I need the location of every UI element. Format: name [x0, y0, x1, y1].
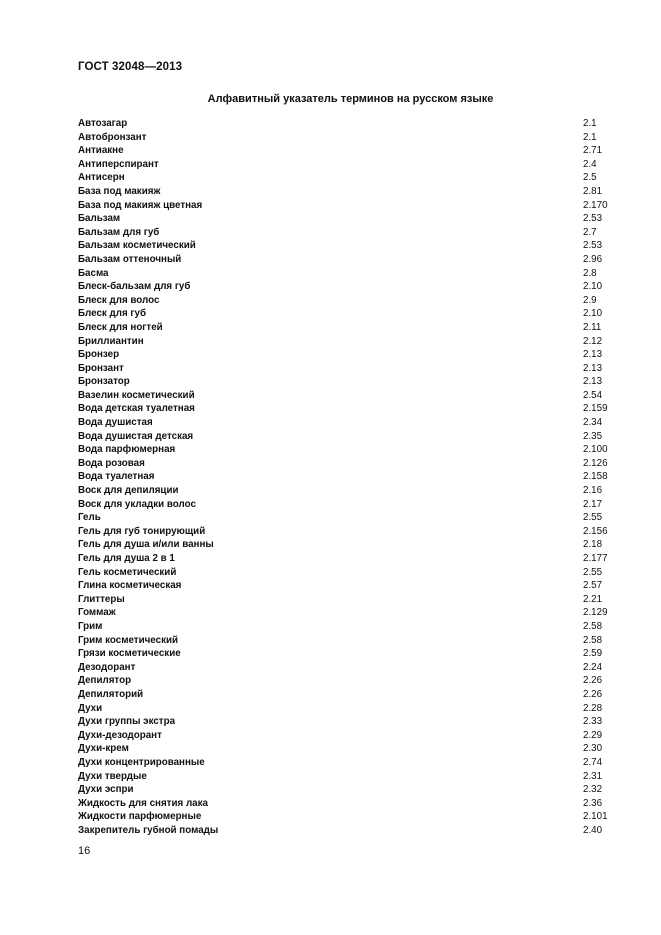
index-ref: 2.55 — [583, 512, 603, 524]
index-entry — [78, 375, 613, 389]
index-ref: 2.10 — [583, 308, 603, 320]
index-entry — [78, 756, 613, 770]
index-entry — [78, 634, 613, 648]
index-term: Бронзер — [78, 349, 120, 361]
index-term: Бронзатор — [78, 376, 130, 388]
index-term: Жидкости парфюмерные — [78, 811, 202, 823]
index-entry — [78, 729, 613, 743]
index-entry — [78, 443, 613, 457]
index-ref: 2.31 — [583, 770, 603, 782]
page-number: 16 — [78, 845, 91, 857]
index-entry — [78, 797, 613, 811]
index-entry — [78, 212, 613, 226]
index-entry — [78, 144, 613, 158]
index-term: База под макияж — [78, 185, 161, 197]
index-term: Бронзант — [78, 362, 124, 374]
index-ref: 2.129 — [583, 607, 608, 619]
index-entry — [78, 267, 613, 281]
index-entry — [78, 810, 613, 824]
index-entry — [78, 362, 613, 376]
index-ref: 2.53 — [583, 213, 603, 225]
index-entry — [78, 579, 613, 593]
index-ref: 2.4 — [583, 158, 597, 170]
index-term: Гель косметический — [78, 566, 177, 578]
index-entry — [78, 742, 613, 756]
index-ref: 2.55 — [583, 566, 603, 578]
index-entry — [78, 416, 613, 430]
index-term: Басма — [78, 267, 109, 279]
index-ref: 2.13 — [583, 349, 603, 361]
index-ref: 2.59 — [583, 648, 603, 660]
index-ref: 2.96 — [583, 253, 603, 265]
index-term: Гель — [78, 512, 101, 524]
index-term: Блеск-бальзам для губ — [78, 281, 191, 293]
index-term: Гель для душа 2 в 1 — [78, 553, 175, 564]
index-ref: 2.74 — [583, 756, 603, 768]
index-ref: 2.100 — [583, 444, 608, 456]
index-ref: 2.16 — [583, 485, 603, 497]
index-ref: 2.35 — [583, 430, 603, 442]
index-entry — [78, 226, 613, 240]
index-entry — [78, 525, 613, 539]
index-ref: 2.30 — [583, 743, 603, 755]
index-entry — [78, 620, 613, 634]
index-entry — [78, 538, 613, 552]
index-entry — [78, 185, 613, 199]
index-ref: 2.17 — [583, 498, 603, 510]
index-ref: 2.26 — [583, 688, 603, 700]
index-entry — [78, 566, 613, 580]
index-entry — [78, 280, 613, 294]
index-ref: 2.54 — [583, 389, 603, 401]
index-entry — [78, 239, 613, 253]
index-ref: 2.71 — [583, 145, 603, 157]
index-term: Грим косметический — [78, 634, 179, 646]
document-code: ГОСТ 32048—2013 — [78, 61, 183, 73]
index-entry — [78, 335, 613, 349]
index-term: Глина косметическая — [78, 580, 182, 592]
index-ref: 2.13 — [583, 362, 603, 374]
index-term: Вазелин косметический — [78, 389, 195, 401]
index-entry — [78, 131, 613, 145]
index-ref: 2.9 — [583, 294, 597, 306]
index-ref: 2.24 — [583, 661, 603, 673]
index-term: Антиперспирант — [78, 158, 159, 170]
index-ref: 2.10 — [583, 281, 603, 293]
index-ref: 2.8 — [583, 267, 597, 279]
index-entry — [78, 593, 613, 607]
index-term: Духи концентрированные — [78, 756, 205, 768]
index-term: Бальзам косметический — [78, 240, 196, 252]
index-ref: 2.159 — [583, 403, 608, 415]
index-term: Дезодорант — [78, 661, 136, 673]
index-ref: 2.101 — [583, 811, 608, 823]
index-ref: 2.177 — [583, 553, 608, 564]
index-ref: 2.57 — [583, 580, 603, 592]
index-term: Бриллиантин — [78, 335, 144, 347]
index-ref: 2.7 — [583, 226, 597, 238]
index-ref: 2.32 — [583, 784, 603, 796]
index-entry — [78, 307, 613, 321]
index-term: Закрепитель губной помады — [78, 824, 219, 836]
index-entry — [78, 158, 613, 172]
index-term: Блеск для волос — [78, 294, 160, 306]
index-entry — [78, 783, 613, 797]
index-entry — [78, 498, 613, 512]
index-ref: 2.1 — [583, 131, 597, 143]
index-term: Грязи косметические — [78, 648, 181, 660]
index-term: Вода душистая — [78, 417, 153, 429]
index-ref: 2.58 — [583, 620, 603, 632]
index-title: Алфавитный указатель терминов на русском языке — [207, 93, 494, 105]
index-entry — [78, 389, 613, 403]
index-ref: 2.34 — [583, 417, 603, 429]
index-entry — [78, 688, 613, 702]
index-entry — [78, 171, 613, 185]
index-term: Воск для укладки волос — [78, 498, 196, 510]
index-term: Блеск для ногтей — [78, 321, 163, 333]
index-term: База под макияж цветная — [78, 199, 203, 211]
index-term: Гель для губ тонирующий — [78, 525, 206, 537]
index-entry — [78, 253, 613, 267]
index-ref: 2.29 — [583, 729, 603, 741]
index-entry — [78, 457, 613, 471]
index-term: Бальзам для губ — [78, 226, 160, 238]
index-ref: 2.126 — [583, 457, 608, 469]
index-term: Духи-крем — [78, 743, 129, 755]
index-ref: 2.12 — [583, 335, 603, 347]
index-entry — [78, 484, 613, 498]
index-entry — [78, 715, 613, 729]
index-term: Грим — [78, 620, 103, 632]
index-entry — [78, 348, 613, 362]
index-term: Автозагар — [78, 118, 128, 129]
index-term: Жидкость для снятия лака — [78, 797, 208, 809]
index-term: Духи эспри — [78, 784, 134, 796]
index-entry — [78, 117, 613, 131]
index-term: Депиляторий — [78, 688, 144, 700]
index-entry — [78, 647, 613, 661]
index-term: Вода детская туалетная — [78, 403, 195, 415]
index-term: Вода туалетная — [78, 471, 155, 483]
index-ref: 2.53 — [583, 240, 603, 252]
index-entry — [78, 199, 613, 213]
index-entry — [78, 294, 613, 308]
index-entry — [78, 824, 613, 838]
index-ref: 2.81 — [583, 185, 603, 197]
term-index — [78, 117, 613, 837]
index-term: Духи-дезодорант — [78, 729, 162, 741]
index-term: Вода парфюмерная — [78, 444, 176, 456]
index-entry — [78, 402, 613, 416]
index-term: Гель для душа и/или ванны — [78, 539, 214, 551]
index-ref: 2.13 — [583, 376, 603, 388]
index-ref: 2.36 — [583, 797, 603, 809]
index-term: Блеск для губ — [78, 308, 146, 320]
index-term: Депилятор — [78, 675, 132, 687]
index-term: Гоммаж — [78, 607, 116, 619]
index-term: Автобронзант — [78, 131, 147, 143]
index-ref: 2.58 — [583, 634, 603, 646]
index-term: Бальзам — [78, 213, 121, 225]
index-term: Глиттеры — [78, 593, 125, 605]
index-term: Вода розовая — [78, 457, 145, 469]
index-entry — [78, 511, 613, 525]
index-ref: 2.170 — [583, 199, 608, 211]
index-ref: 2.26 — [583, 675, 603, 687]
index-term: Духи твердые — [78, 770, 147, 782]
index-entry — [78, 661, 613, 675]
index-term: Воск для депиляции — [78, 485, 179, 497]
index-entry — [78, 702, 613, 716]
index-term: Антисерн — [78, 172, 125, 184]
index-entry — [78, 430, 613, 444]
index-entry — [78, 770, 613, 784]
index-term: Антиакне — [78, 145, 124, 157]
index-ref: 2.158 — [583, 471, 608, 483]
index-ref: 2.33 — [583, 716, 603, 728]
index-ref: 2.156 — [583, 525, 608, 537]
index-ref: 2.40 — [583, 824, 603, 836]
index-ref: 2.5 — [583, 172, 597, 184]
index-entry — [78, 470, 613, 484]
index-term: Вода душистая детская — [78, 430, 194, 442]
index-ref: 2.11 — [583, 321, 602, 333]
index-entry — [78, 674, 613, 688]
index-entry — [78, 552, 613, 566]
index-term: Духи — [78, 702, 103, 714]
index-ref: 2.1 — [583, 118, 597, 129]
index-term: Духи группы экстра — [78, 716, 176, 728]
index-ref: 2.28 — [583, 702, 603, 714]
index-entry — [78, 606, 613, 620]
index-ref: 2.18 — [583, 539, 603, 551]
index-term: Бальзам оттеночный — [78, 253, 182, 265]
index-entry — [78, 321, 613, 335]
index-ref: 2.21 — [583, 593, 603, 605]
